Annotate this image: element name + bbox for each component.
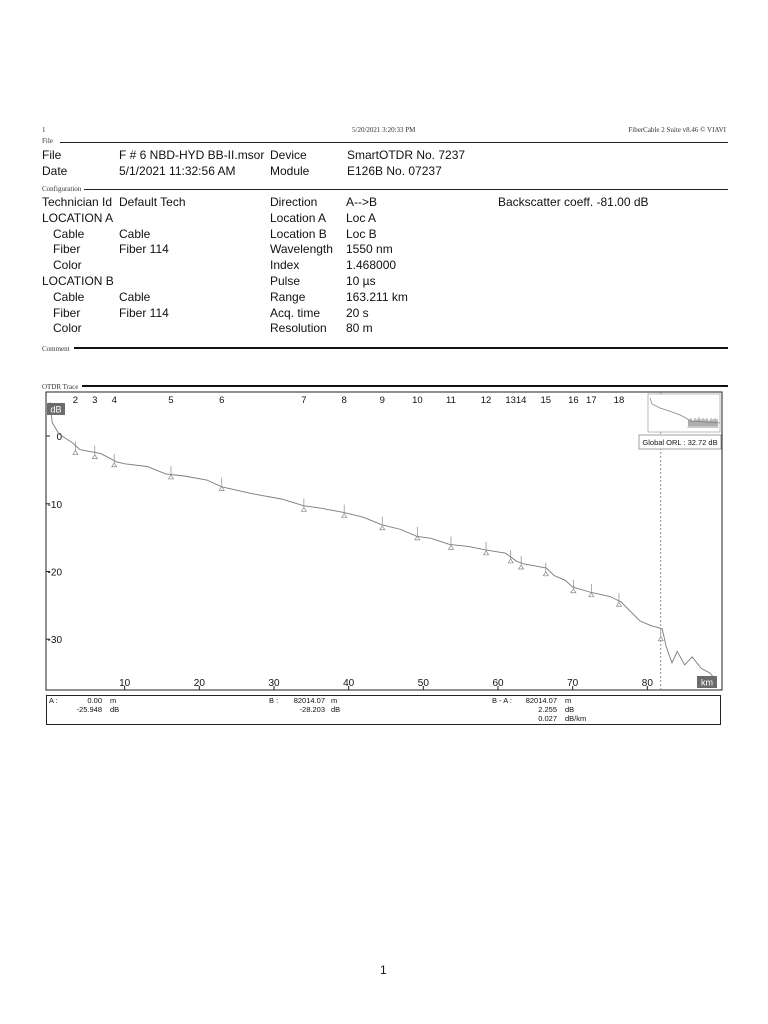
config-field-label: Fiber [53, 242, 81, 257]
file-field-label: Device [270, 148, 307, 162]
y-unit-label: dB [50, 404, 62, 415]
x-tick-label: 40 [343, 678, 355, 689]
event-marker-triangle [168, 475, 173, 479]
config-field-label: Index [270, 258, 300, 273]
trace-overview-thumbnail[interactable] [648, 394, 720, 432]
page-index: 1 [42, 126, 46, 134]
y-tick-label: -30 [47, 635, 62, 647]
cursor-ba-loss-unit: dB [565, 705, 575, 714]
cursor-b-position: 82014.07 [293, 696, 325, 705]
config-field-value: 80 m [346, 321, 373, 336]
event-marker-triangle [380, 526, 385, 530]
config-field-value: Default Tech [119, 195, 186, 209]
event-number-label: 12 [480, 395, 492, 406]
x-tick-label: 10 [119, 678, 131, 689]
cursor-ba-position: 82014.07 [525, 696, 557, 705]
otdr-trace-chart [0, 388, 768, 728]
config-field-label: Technician Id [42, 195, 113, 209]
config-field-value: Cable [119, 226, 151, 241]
cursor-ba-label: B - A : [492, 696, 513, 705]
event-marker-triangle [448, 545, 453, 549]
x-tick-label: 50 [417, 678, 429, 689]
config-field-value: Loc B [346, 226, 377, 241]
event-number-label: 4 [111, 395, 117, 406]
event-marker-triangle [112, 463, 117, 467]
config-field-label: Cable [53, 289, 85, 304]
config-field-value: 1.468000 [346, 258, 397, 273]
cursor-a-position: 0.00 [87, 696, 102, 705]
event-marker-triangle [589, 593, 594, 597]
event-number-label: 13 [505, 395, 516, 406]
y-axis-ticks [46, 432, 62, 646]
y-tick-label: -20 [47, 567, 62, 579]
config-field-value: 20 s [346, 305, 369, 320]
otdr-trace-line [47, 402, 717, 681]
event-marker-triangle [342, 514, 347, 518]
otdr-trace-heading: OTDR Trace [42, 383, 79, 391]
software-version: FiberCable 2 Suite v8.46 © VIAVI [628, 126, 726, 134]
comment-section-heading: Comment [42, 345, 70, 353]
config-field-value: A-->B [346, 195, 378, 209]
cursor-b-position-unit: m [331, 696, 338, 705]
global-orl-value: Global ORL : 32.72 dB [642, 438, 718, 447]
cursor-a-position-unit: m [110, 696, 117, 705]
file-section-heading: File [42, 137, 53, 145]
config-field-label: Location B [270, 226, 327, 241]
config-field-label: Color [53, 321, 82, 336]
page-number-footer: 1 [380, 963, 387, 977]
config-field-value: Loc A [346, 210, 377, 225]
comment-section-rule [74, 347, 728, 349]
event-number-label: 6 [219, 395, 225, 406]
event-number-label: 16 [568, 395, 579, 406]
event-marker-triangle [484, 551, 489, 555]
x-tick-label: 30 [268, 678, 280, 689]
chart-frame [46, 392, 722, 690]
cursor-ba-position-unit: m [565, 696, 572, 705]
config-field-value: 163.211 km [346, 289, 408, 304]
config-section-rule [84, 189, 728, 190]
config-field-label: LOCATION A [42, 210, 114, 225]
y-tick-label: -10 [47, 499, 62, 511]
event-number-label: 17 [586, 395, 597, 406]
cursor-b-level-unit: dB [331, 705, 341, 714]
event-number-label: 7 [301, 395, 307, 406]
cursor-a-level: -25.948 [76, 705, 102, 714]
cursor-a-level-unit: dB [110, 705, 120, 714]
event-marker-triangle [301, 507, 306, 511]
config-field-label: Pulse [270, 274, 301, 288]
cursor-ba-loss: 2.255 [538, 705, 557, 714]
event-marker-triangle [571, 589, 576, 593]
x-tick-label: 60 [492, 678, 504, 689]
file-field-value: E126B No. 07237 [347, 164, 442, 178]
event-labels [73, 395, 625, 406]
event-marker-triangle [73, 451, 78, 455]
config-field-label: Color [53, 258, 82, 273]
cursor-ba-attenuation: 0.027 [538, 714, 557, 723]
file-field-value: SmartOTDR No. 7237 [347, 148, 466, 162]
config-field-label: Resolution [270, 321, 327, 336]
file-field-value: F # 6 NBD-HYD BB-II.msor [119, 148, 265, 162]
event-marker-triangle [508, 559, 513, 563]
cursor-b-level: -28.203 [299, 705, 325, 714]
config-field-value: Fiber 114 [119, 242, 169, 257]
event-number-label: 10 [412, 395, 423, 406]
event-number-label: 14 [515, 395, 527, 406]
config-field-value: 1550 nm [346, 242, 393, 257]
event-marker-triangle [92, 455, 97, 459]
event-marker-triangle [616, 602, 621, 606]
x-tick-label: 20 [193, 678, 205, 689]
event-number-label: 2 [72, 395, 79, 406]
x-tick-label: 80 [641, 678, 653, 689]
config-field-value: Fiber 114 [119, 305, 169, 320]
y-tick-label: 0 [56, 432, 62, 444]
event-number-label: 11 [446, 395, 456, 406]
file-field-label: File [42, 148, 62, 162]
x-axis-ticks [119, 678, 653, 690]
cursor-ba-attenuation-unit: dB/km [565, 714, 587, 723]
config-field-label: Direction [270, 195, 318, 209]
config-field-value: 10 µs [346, 274, 376, 288]
print-timestamp: 5/20/2021 3:20:33 PM [352, 126, 416, 134]
otdr-trace-rule [82, 385, 728, 387]
config-field-label: Wavelength [270, 242, 333, 257]
config-field-label: Fiber [53, 305, 81, 320]
config-field-label: Acq. time [270, 305, 321, 320]
config-field-label: Range [270, 289, 306, 304]
file-section-rule [60, 142, 728, 143]
event-marker-triangle [519, 565, 524, 569]
file-field-value: 5/1/2021 11:32:56 AM [119, 164, 236, 178]
config-field-label: LOCATION B [42, 274, 114, 288]
config-section-heading: Configuration [42, 185, 82, 193]
event-marker-triangle [543, 572, 548, 576]
config-field-value: Cable [119, 289, 151, 304]
cursor-b-label: B : [269, 696, 279, 705]
event-number-label: 15 [540, 395, 552, 406]
backscatter-coefficient: Backscatter coeff. -81.00 dB [498, 195, 649, 209]
cursor-a-label: A : [49, 696, 58, 705]
event-number-label: 18 [613, 395, 625, 406]
cursor-readout-box [46, 695, 721, 725]
event-number-label: 3 [92, 395, 98, 406]
event-markers [73, 442, 663, 641]
event-number-label: 9 [379, 395, 385, 406]
x-unit-label: km [701, 677, 713, 688]
file-field-label: Module [270, 164, 310, 178]
event-number-label: 8 [341, 395, 347, 406]
config-field-label: Cable [53, 226, 85, 241]
x-tick-label: 70 [567, 678, 579, 689]
file-field-label: Date [42, 164, 68, 178]
event-number-label: 5 [168, 395, 174, 406]
config-field-label: Location A [270, 210, 327, 225]
